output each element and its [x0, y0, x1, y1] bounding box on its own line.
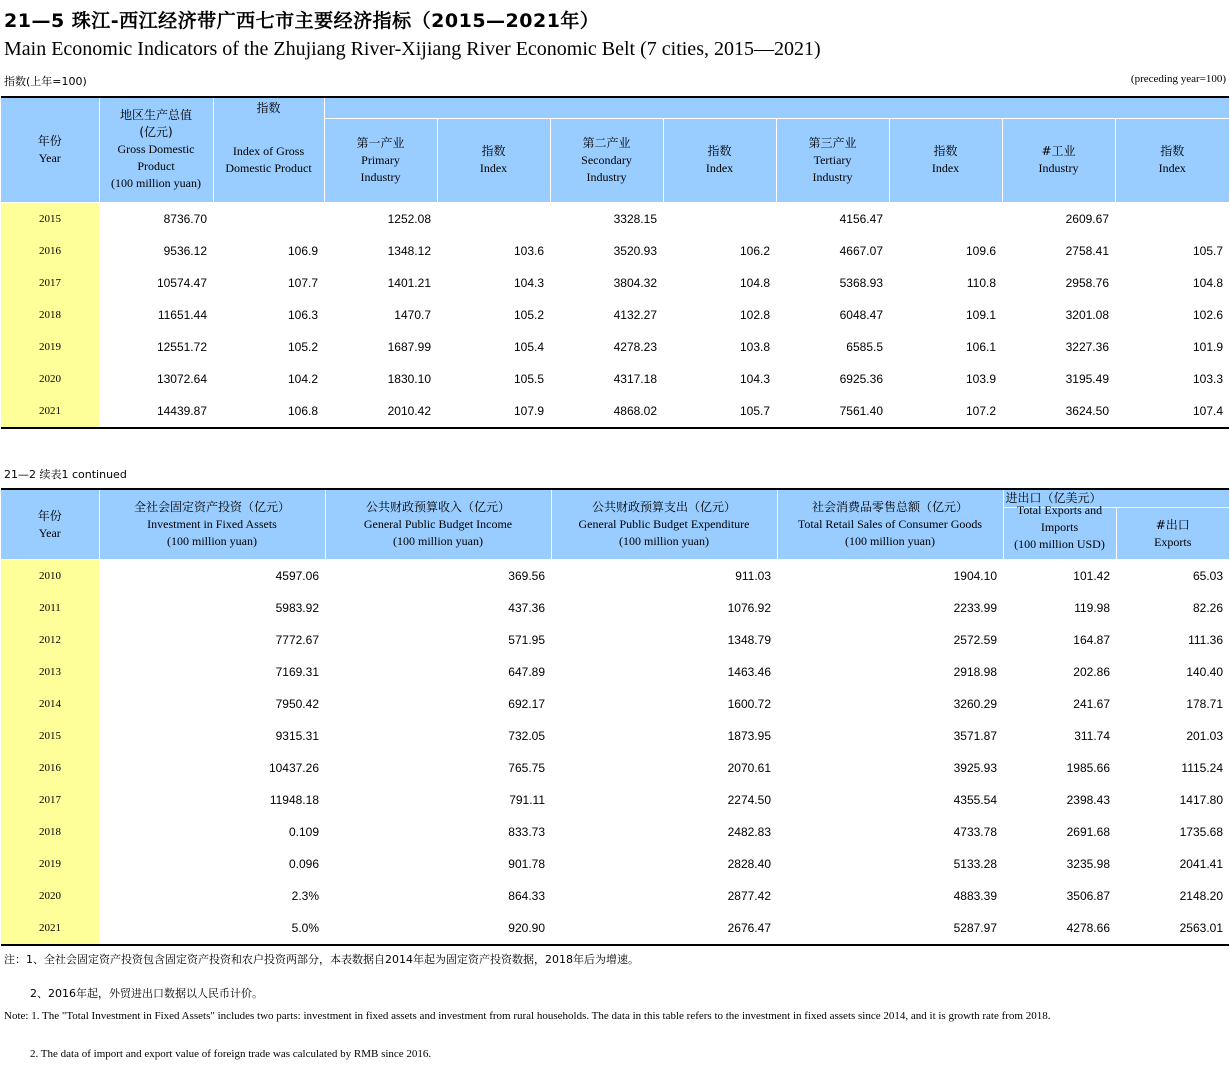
year-cell: 2012	[1, 624, 99, 656]
value-cell: 105.4	[513, 339, 544, 354]
year-cell: 2015	[1, 202, 99, 235]
industry-header: #工业 Industry	[1002, 118, 1115, 202]
table2-body	[1, 560, 1229, 946]
value-cell: 791.11	[509, 793, 545, 807]
year-cell: 2019	[1, 848, 99, 880]
value-cell: 833.73	[508, 825, 545, 839]
budget-income-header: 公共财政预算收入（亿元） General Public Budget Income (100 million yuan)	[325, 489, 551, 560]
secondary-industry-header: 第二产业 Secondary Industry	[550, 118, 663, 202]
value-cell: 1076.92	[727, 601, 771, 615]
value-cell: 732.05	[508, 729, 545, 743]
value-cell: 3201.08	[1065, 307, 1109, 322]
note-cn-1: 注：1、全社会固定资产投资包含固定资产投资和农户投资两部分，本表数据自2014年起为固定资产投资数据，2018年后为增速。	[4, 953, 639, 966]
table-row	[1, 267, 1229, 299]
value-cell: 13072.64	[156, 371, 207, 386]
value-cell: 0.109	[288, 825, 319, 839]
value-cell: 109.6	[965, 243, 996, 258]
value-cell: 1401.21	[387, 275, 431, 290]
year-cell: 2021	[1, 912, 99, 945]
table-row	[1, 816, 1229, 848]
secondary-index-header: 指数 Index	[663, 118, 776, 202]
value-cell: 311.74	[1074, 729, 1110, 743]
value-cell: 104.3	[513, 275, 544, 290]
value-cell: 7561.40	[776, 395, 889, 428]
value-cell: 140.40	[1186, 665, 1224, 679]
value-cell: 6585.5	[846, 339, 883, 354]
year-cell: 2020	[1, 363, 99, 395]
year-cell: 2018	[1, 816, 99, 848]
value-cell: 7772.67	[275, 633, 319, 647]
year-cell: 2017	[1, 784, 99, 816]
value-cell: 647.89	[508, 665, 545, 679]
value-cell: 103.9	[965, 371, 996, 386]
table-row	[1, 235, 1229, 267]
value-cell: 1470.7	[394, 307, 431, 322]
value-cell: 1985.66	[1066, 761, 1110, 775]
value-cell: 571.95	[508, 633, 545, 647]
year-cell: 2011	[1, 592, 99, 624]
value-cell: 369.56	[508, 569, 545, 583]
value-cell: 3506.87	[1066, 889, 1110, 903]
value-cell: 1830.10	[387, 371, 431, 386]
value-cell: 5133.28	[953, 857, 997, 871]
value-cell: 10574.47	[156, 275, 207, 290]
value-cell: 1417.80	[1179, 793, 1224, 807]
header-spacer	[324, 97, 1229, 118]
value-cell: 105.5	[513, 371, 544, 386]
value-cell: 2676.47	[551, 912, 777, 945]
note-en-2: 2. The data of import and export value of foreign trade was calculated by RMB since 2016.	[30, 1048, 432, 1060]
value-cell: 1687.99	[387, 339, 431, 354]
value-cell	[437, 202, 550, 235]
value-cell: 110.8	[966, 275, 996, 290]
value-cell: 4883.39	[953, 889, 997, 903]
value-cell: 202.86	[1073, 665, 1110, 679]
value-cell: 102.8	[739, 307, 770, 322]
value-cell: 119.98	[1074, 601, 1110, 615]
table-row	[1, 912, 1229, 945]
value-cell: 3571.87	[953, 729, 997, 743]
value-cell: 82.26	[1192, 601, 1224, 615]
value-cell: 104.8	[1192, 275, 1223, 290]
exports-header: #出口 Exports	[1116, 508, 1229, 560]
value-cell: 11651.44	[157, 307, 207, 322]
value-cell: 106.1	[965, 339, 996, 354]
value-cell	[663, 202, 776, 235]
value-cell: 1348.12	[387, 243, 431, 258]
value-cell: 3328.15	[613, 211, 657, 226]
value-cell: 104.3	[739, 371, 770, 386]
value-cell: 4868.02	[550, 395, 663, 428]
value-cell: 2010.42	[324, 395, 437, 428]
value-cell: 2233.99	[953, 601, 997, 615]
value-cell: 3260.29	[953, 697, 997, 711]
value-cell: 2958.76	[1065, 275, 1109, 290]
table-row	[1, 880, 1229, 912]
value-cell: 2041.41	[1179, 857, 1224, 871]
value-cell: 10437.26	[268, 761, 319, 775]
table1-body	[1, 202, 1229, 428]
value-cell	[889, 202, 1002, 235]
value-cell: 2877.42	[727, 889, 771, 903]
table-row	[1, 752, 1229, 784]
retail-sales-header: 社会消费品零售总额（亿元） Total Retail Sales of Consumer Goods (100 million yuan)	[777, 489, 1003, 560]
value-cell: 104.2	[287, 371, 318, 386]
value-cell: 1463.46	[727, 665, 771, 679]
value-cell: 4667.07	[839, 243, 883, 258]
value-cell: 12551.72	[156, 339, 207, 354]
value-cell: 3235.98	[1066, 857, 1110, 871]
unit-note-en: (preceding year=100)	[1130, 73, 1226, 85]
value-cell: 920.90	[325, 912, 551, 945]
value-cell: 4278.23	[613, 339, 657, 354]
value-cell: 109.1	[965, 307, 996, 322]
value-cell: 2609.67	[1065, 211, 1109, 226]
value-cell: 4317.18	[613, 371, 657, 386]
economic-indicators-continued-table	[1, 488, 1229, 946]
primary-index-header: 指数 Index	[437, 118, 550, 202]
value-cell: 2918.98	[953, 665, 997, 679]
year-cell: 2013	[1, 656, 99, 688]
value-cell: 5983.92	[275, 601, 319, 615]
fixed-investment-header: 全社会固定资产投资（亿元） Investment in Fixed Assets (100 million yuan)	[99, 489, 325, 560]
value-cell: 2274.50	[727, 793, 771, 807]
year-cell: 2017	[1, 267, 99, 299]
table-row	[1, 784, 1229, 816]
value-cell: 3925.93	[953, 761, 997, 775]
year-cell: 2016	[1, 235, 99, 267]
table-row	[1, 363, 1229, 395]
note-cn-2: 2、2016年起，外贸进出口数据以人民币计价。	[30, 987, 263, 1000]
year-cell: 2014	[1, 688, 99, 720]
value-cell: 0.096	[288, 857, 319, 871]
value-cell: 107.7	[287, 275, 318, 290]
value-cell: 102.6	[1192, 307, 1223, 322]
value-cell: 7950.42	[275, 697, 319, 711]
value-cell: 103.8	[739, 339, 770, 354]
year-cell: 2020	[1, 880, 99, 912]
value-cell: 2563.01	[1116, 912, 1229, 945]
value-cell: 7169.31	[275, 665, 319, 679]
table-row	[1, 202, 1229, 235]
value-cell: 4278.66	[1003, 912, 1116, 945]
year-cell: 2018	[1, 299, 99, 331]
value-cell	[213, 202, 324, 235]
value-cell: 105.7	[663, 395, 776, 428]
value-cell: 437.36	[508, 601, 545, 615]
table-row	[1, 624, 1229, 656]
value-cell: 3195.49	[1065, 371, 1109, 386]
value-cell: 103.6	[513, 243, 544, 258]
tertiary-industry-header: 第三产业 Tertiary Industry	[776, 118, 889, 202]
value-cell: 9536.12	[163, 243, 207, 258]
year-cell: 2010	[1, 560, 99, 593]
year-cell: 2016	[1, 752, 99, 784]
value-cell: 106.8	[213, 395, 324, 428]
value-cell: 4355.54	[953, 793, 997, 807]
value-cell: 2398.43	[1066, 793, 1110, 807]
value-cell: 241.67	[1073, 697, 1110, 711]
table-row	[1, 848, 1229, 880]
value-cell: 1252.08	[387, 211, 431, 226]
table-row	[1, 560, 1229, 593]
value-cell: 103.3	[1192, 371, 1223, 386]
table-row	[1, 299, 1229, 331]
section-continued-label: 21—2 续表1 continued	[4, 468, 127, 481]
economic-indicators-table	[1, 96, 1229, 429]
gdp-index-header-cn: 指数	[213, 97, 324, 118]
value-cell: 6048.47	[839, 307, 883, 322]
value-cell: 2482.83	[727, 825, 771, 839]
value-cell: 101.42	[1073, 569, 1110, 583]
value-cell: 11948.18	[269, 793, 319, 807]
table-row	[1, 688, 1229, 720]
value-cell: 2691.68	[1066, 825, 1110, 839]
value-cell: 111.36	[1188, 633, 1224, 647]
table-row	[1, 720, 1229, 752]
value-cell: 3804.32	[613, 275, 657, 290]
year-cell: 2019	[1, 331, 99, 363]
note-en-1: Note: 1. The "Total Investment in Fixed Assets" includes two parts: investment in fixed assets and investment from rural households. The data in this table refers to the investment in fixed assets since 2014, and it is growth rate from 2018.	[4, 1010, 1051, 1022]
value-cell: 765.75	[508, 761, 545, 775]
budget-expenditure-header: 公共财政预算支出（亿元） General Public Budget Expenditure (100 million yuan)	[551, 489, 777, 560]
value-cell: 692.17	[508, 697, 545, 711]
value-cell: 3227.36	[1065, 339, 1109, 354]
industry-index-header: 指数 Index	[1115, 118, 1229, 202]
value-cell: 201.03	[1186, 729, 1224, 743]
value-cell: 107.2	[889, 395, 1002, 428]
value-cell: 4132.27	[613, 307, 657, 322]
value-cell: 106.9	[287, 243, 318, 258]
value-cell: 105.2	[287, 339, 318, 354]
value-cell: 1904.10	[953, 569, 997, 583]
value-cell: 65.03	[1192, 569, 1224, 583]
value-cell: 3624.50	[1002, 395, 1115, 428]
value-cell: 9315.31	[275, 729, 319, 743]
value-cell: 164.87	[1073, 633, 1110, 647]
gdp-index-header: Index of Gross Domestic Product	[213, 118, 324, 202]
value-cell: 4597.06	[275, 569, 319, 583]
value-cell: 104.8	[739, 275, 770, 290]
value-cell: 101.9	[1192, 339, 1223, 354]
value-cell: 107.9	[437, 395, 550, 428]
value-cell: 1600.72	[727, 697, 771, 711]
year-cell: 2021	[1, 395, 99, 428]
value-cell: 3520.93	[613, 243, 657, 258]
page-title-cn: 21—5 珠江-西江经济带广西七市主要经济指标（2015—2021年）	[4, 10, 600, 32]
value-cell: 6925.36	[839, 371, 883, 386]
page-title-en: Main Economic Indicators of the Zhujiang River-Xijiang River Economic Belt (7 cities, 2015—2021)	[4, 38, 821, 60]
table-row	[1, 331, 1229, 363]
value-cell: 2758.41	[1065, 243, 1109, 258]
value-cell: 1115.24	[1181, 761, 1224, 775]
value-cell: 901.78	[508, 857, 545, 871]
value-cell: 2148.20	[1179, 889, 1224, 903]
value-cell: 1735.68	[1179, 825, 1224, 839]
total-trade-header: Total Exports and Imports (100 million USD)	[1003, 508, 1116, 560]
value-cell: 1873.95	[727, 729, 771, 743]
unit-note-cn: 指数(上年=100)	[4, 75, 87, 88]
value-cell	[1115, 202, 1229, 235]
value-cell: 2070.61	[727, 761, 771, 775]
value-cell: 107.4	[1115, 395, 1229, 428]
value-cell: 105.2	[513, 307, 544, 322]
gdp-header: 地区生产总值 (亿元) Gross Domestic Product (100 million yuan)	[99, 97, 213, 202]
value-cell: 1348.79	[727, 633, 771, 647]
value-cell: 178.71	[1186, 697, 1224, 711]
year-cell: 2015	[1, 720, 99, 752]
value-cell: 4733.78	[953, 825, 997, 839]
table-row	[1, 395, 1229, 428]
table-row	[1, 656, 1229, 688]
value-cell: 2.3%	[291, 889, 319, 903]
tertiary-index-header: 指数 Index	[889, 118, 1002, 202]
value-cell: 106.3	[287, 307, 318, 322]
value-cell: 4156.47	[839, 211, 883, 226]
value-cell: 911.03	[735, 569, 771, 583]
value-cell: 106.2	[739, 243, 770, 258]
value-cell: 2828.40	[727, 857, 771, 871]
value-cell: 5368.93	[839, 275, 883, 290]
value-cell: 5.0%	[99, 912, 325, 945]
value-cell: 864.33	[508, 889, 545, 903]
value-cell: 5287.97	[777, 912, 1003, 945]
value-cell: 105.7	[1192, 243, 1223, 258]
value-cell: 14439.87	[99, 395, 213, 428]
primary-industry-header: 第一产业 Primary Industry	[324, 118, 437, 202]
value-cell: 2572.59	[953, 633, 997, 647]
table-row	[1, 592, 1229, 624]
value-cell: 8736.70	[163, 211, 207, 226]
year-header: 年份 Year	[1, 97, 99, 202]
trade-header-cn: 进出口（亿美元）	[1003, 489, 1229, 508]
year-header: 年份 Year	[1, 489, 99, 560]
